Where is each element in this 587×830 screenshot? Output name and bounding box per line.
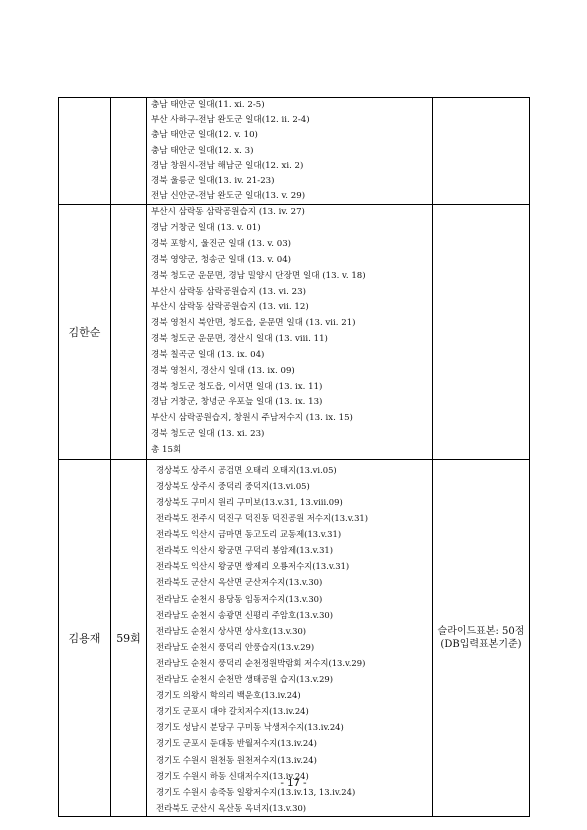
site-entry: 경기도 성남시 분당구 구미동 낙생저수지(13.iv.24) — [156, 722, 344, 733]
site-entry: 전라북도 익산시 왕궁면 구덕리 봉암제(13.v.31) — [156, 545, 334, 556]
site-entry: 경북 청도군 운문면, 경남 밀양시 단장면 일대 (13. v. 18) — [151, 270, 366, 281]
site-entry: 경북 영양군, 청송군 일대 (13. v. 04) — [151, 254, 292, 265]
site-entry: 경기도 수원시 하동 신대저수지(13.iv.24) — [156, 770, 309, 781]
site-entry: 부산 사하구-전남 완도군 일대(12. ii. 2-4) — [151, 115, 310, 126]
site-entry: 경기도 군포시 대야 갈치저수지(13.iv.24) — [156, 706, 309, 717]
collection-sites-cell — [147, 205, 433, 460]
page-number: - 17 - — [280, 778, 307, 789]
collection-sites-cell — [147, 98, 433, 205]
site-entry: 충남 태안군 일대(12. x. 3) — [151, 145, 254, 156]
site-entry: 전라남도 순천시 풍덕리 순천정원박람회 저수지(13.v.29) — [156, 657, 366, 668]
site-entry: 경기도 의왕시 학의리 백운호(13.iv.24) — [156, 690, 301, 701]
site-entry: 부산시 삼락동 삼락공원습지 (13. iv. 27) — [151, 207, 305, 218]
collection-count-cell — [111, 98, 147, 205]
site-entry: 경기도 군포시 둔대동 반월저수지(13.iv.24) — [156, 738, 317, 749]
specimen-note-cell: 슬라이드표본: 50점(DB입력표본기준) — [433, 459, 530, 816]
collector-name-cell: 김용재 — [59, 459, 111, 816]
collection-count-cell: 59회 — [111, 459, 147, 816]
site-entry: 경상북도 구미시 원리 구미보(13.v.31, 13.viii.09) — [156, 497, 343, 507]
site-entry: 전라북도 익산시 금마면 동고도리 교동제(13.v.31) — [156, 529, 342, 540]
site-entry: 경남 창원시-전남 해남군 일대(12. xi. 2) — [151, 160, 304, 171]
site-entry: 경북 영천시, 경산시 일대 (13. ix. 09) — [151, 365, 295, 376]
site-entry: 경북 청도군 일대 (13. xi. 23) — [151, 429, 265, 440]
collector-name-cell: 김한순 — [59, 205, 111, 460]
site-entry: 전라남도 순천시 상사면 상사호(13.v.30) — [156, 625, 307, 636]
site-entry: 전라북도 군산시 옥산동 옥녀지(13.v.30) — [156, 802, 307, 813]
site-entry: 전남 신안군-전남 완도군 일대(13. v. 29) — [151, 191, 306, 202]
site-entry: 전라남도 순천시 풍덕리 안풍습지(13.v.29) — [156, 641, 315, 652]
site-entry: 경북 청도군 운문면, 경산시 일대 (13. viii. 11) — [151, 334, 328, 345]
site-entry: 충남 태안군 일대(12. v. 10) — [151, 130, 258, 141]
site-entry: 부산시 삼락공원습지, 창원시 주남저수지 (13. ix. 15) — [151, 413, 353, 424]
collection-sites-cell — [147, 459, 433, 816]
collection-count-cell — [111, 205, 147, 460]
site-entry: 전라북도 익산시 왕궁면 쌍제리 오룡저수지(13.v.31) — [156, 561, 350, 572]
site-entry: 부산시 삼락동 삼락공원습지 (13. vii. 12) — [151, 302, 309, 313]
site-entry: 경북 청도군 청도읍, 이서면 일대 (13. ix. 11) — [151, 381, 323, 392]
site-entry: 전라남도 순천시 용당동 임동저수지(13.v.30) — [156, 593, 323, 604]
site-entry: 충남 태안군 일대(11. xi. 2-5) — [151, 100, 265, 110]
table-row — [59, 205, 530, 460]
site-entry: 경북 포항시, 울진군 일대 (13. v. 03) — [151, 239, 292, 249]
site-entry: 전라북도 전주시 덕진구 덕진동 덕진공원 저수지(13.v.31) — [156, 513, 369, 524]
site-entry: 전라남도 순천시 송광면 신평리 주암호(13.v.30) — [156, 609, 334, 620]
site-entry: 전라남도 순천시 순천만 생태공원 습지(13.v.29) — [156, 674, 334, 685]
site-entry: 경남 거창군 일대 (13. v. 01) — [151, 223, 261, 234]
collection-total: 총 15회 — [151, 444, 182, 455]
specimen-note-cell — [433, 98, 530, 205]
table-row — [59, 459, 530, 816]
site-entry: 경상북도 상주시 공검면 오태리 오태지(13.vi.05) — [156, 464, 337, 475]
site-entry: 경상북도 상주시 중덕리 중덕지(13.vi.05) — [156, 480, 310, 491]
site-entry: 경북 영천시 북안면, 청도읍, 운문면 일대 (13. vii. 21) — [151, 318, 356, 329]
site-entry: 경기도 수원시 원천동 원천저수지(13.iv.24) — [156, 754, 317, 765]
site-entry: 경북 칠곡군 일대 (13. ix. 04) — [151, 349, 265, 360]
collector-name-cell — [59, 98, 111, 205]
table-row — [59, 98, 530, 205]
site-entry: 경남 거창군, 창녕군 우포늪 일대 (13. ix. 13) — [151, 397, 323, 408]
collection-record-table — [58, 97, 530, 817]
site-entry: 경북 울릉군 일대(13. iv. 21-23) — [151, 175, 275, 186]
specimen-note-cell — [433, 205, 530, 460]
site-entry: 전라북도 군산시 옥산면 군산저수지(13.v.30) — [156, 577, 323, 588]
site-entry: 경기도 수원시 송죽동 일왕저수지(13.iv.13, 13.iv.24) — [156, 786, 356, 797]
site-entry: 부산시 삼락동 삼락공원습지 (13. vi. 23) — [151, 286, 306, 297]
